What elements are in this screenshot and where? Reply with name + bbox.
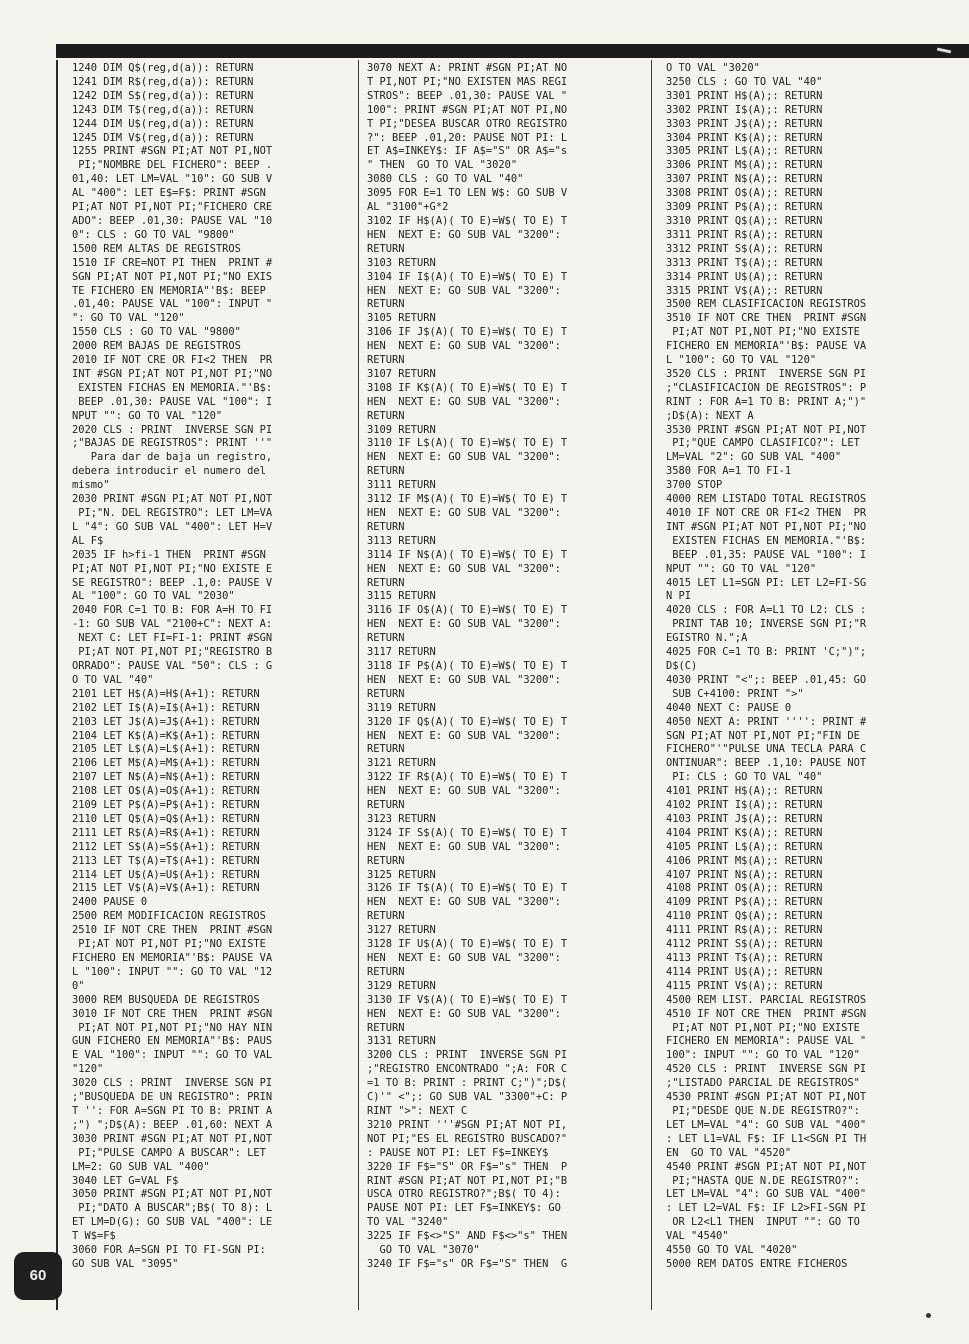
- code-line: 3060 FOR A=SGN PI TO FI-SGN PI:: [72, 1244, 266, 1257]
- code-line: 2109 LET P$(A)=P$(A+1): RETURN: [72, 799, 260, 812]
- code-line: 3105 RETURN: [367, 312, 436, 325]
- code-line: AL "100": GO TO VAL "2030": [72, 590, 235, 603]
- code-line: 3131 RETURN: [367, 1035, 436, 1048]
- code-line: 3106 IF J$(A)( TO E)=W$( TO E) T: [367, 326, 568, 339]
- code-line: 2106 LET M$(A)=M$(A+1): RETURN: [72, 757, 260, 770]
- code-line: ET LM=D(G): GO SUB VAL "400": LE: [72, 1216, 273, 1229]
- code-line: RETURN: [367, 743, 405, 756]
- code-line: 3102 IF H$(A)( TO E)=W$( TO E) T: [367, 214, 568, 227]
- code-line: 4102 PRINT I$(A);: RETURN: [666, 799, 823, 812]
- code-line: 3122 IF R$(A)( TO E)=W$( TO E) T: [367, 771, 568, 784]
- code-line: ;D$(A): NEXT A: [666, 409, 754, 422]
- code-line: HEN NEXT E: GO SUB VAL "3200":: [367, 618, 561, 631]
- code-line: L "4": GO SUB VAL "400": LET H=V: [72, 520, 273, 533]
- code-line: N PI: [666, 590, 692, 603]
- code-line: FICHERO EN MEMORIA": PAUSE VAL ": [666, 1035, 867, 1048]
- code-line: INT #SGN PI;AT NOT PI,NOT PI;"NO: [72, 367, 273, 380]
- code-line: RETURN: [367, 799, 405, 812]
- code-line: 3020 CLS : PRINT INVERSE SGN PI: [72, 1077, 273, 1090]
- code-line: 2510 IF NOT CRE THEN PRINT #SGN: [72, 924, 273, 937]
- code-line: USCA OTRO REGISTRO?";B$( TO 4):: [367, 1188, 561, 1201]
- code-line: 3124 IF S$(A)( TO E)=W$( TO E) T: [367, 826, 568, 839]
- code-line: PI;"PULSE CAMPO A BUSCAR": LET: [72, 1146, 266, 1159]
- code-line: 2103 LET J$(A)=J$(A+1): RETURN: [72, 715, 260, 728]
- code-line: 2020 CLS : PRINT INVERSE SGN PI: [72, 423, 273, 436]
- code-line: 4015 LET L1=SGN PI: LET L2=FI-SG: [666, 576, 867, 589]
- code-line: BEEP .01,35: PAUSE VAL "100": I: [666, 548, 867, 561]
- code-line: PI;"NOMBRE DEL FICHERO": BEEP .: [72, 159, 273, 172]
- code-line: 4010 IF NOT CRE OR FI<2 THEN PR: [666, 507, 867, 519]
- code-line: 3130 IF V$(A)( TO E)=W$( TO E) T: [367, 993, 568, 1006]
- code-line: 2400 PAUSE 0: [72, 896, 148, 909]
- code-line: SGN PI;AT NOT PI,NOT PI;"NO EXIS: [72, 270, 273, 283]
- code-line: HEN NEXT E: GO SUB VAL "3200":: [367, 785, 561, 798]
- code-line: 2101 LET H$(A)=H$(A+1): RETURN: [72, 687, 260, 700]
- code-line: NPUT "": GO TO VAL "120": [666, 562, 817, 575]
- code-line: 3315 PRINT V$(A);: RETURN: [666, 284, 823, 297]
- listing-column-1: [72, 62, 354, 1272]
- code-line: ONTINUAR": BEEP .1,10: PAUSE NOT: [666, 757, 867, 770]
- code-line: 3225 IF F$<>"S" AND F$<>"s" THEN: [367, 1230, 568, 1243]
- code-line: 4101 PRINT H$(A);: RETURN: [666, 785, 823, 798]
- code-line: 4105 PRINT L$(A);: RETURN: [666, 840, 823, 853]
- code-line: EN GO TO VAL "4520": [666, 1146, 792, 1159]
- code-line: NEXT C: LET FI=FI-1: PRINT #SGN: [72, 632, 273, 645]
- code-line: 3040 LET G=VAL F$: [72, 1174, 179, 1187]
- code-line: GO SUB VAL "3095": [72, 1257, 179, 1270]
- code-line: 4115 PRINT V$(A);: RETURN: [666, 979, 823, 992]
- code-line: HEN NEXT E: GO SUB VAL "3200":: [367, 284, 561, 297]
- code-line: 2000 REM BAJAS DE REGISTROS: [72, 340, 241, 353]
- code-line: PAUSE NOT PI: LET F$=INKEY$: GO: [367, 1202, 561, 1215]
- code-line: 3301 PRINT H$(A);: RETURN: [666, 89, 823, 102]
- code-line: HEN NEXT E: GO SUB VAL "3200":: [367, 729, 561, 742]
- code-line: 3500 REM CLASIFICACION REGISTROS: [666, 298, 867, 311]
- column-divider: [358, 60, 359, 1310]
- code-line: 4540 PRINT #SGN PI;AT NOT PI,NOT: [666, 1160, 867, 1173]
- code-line: 1550 CLS : GO TO VAL "9800": [72, 326, 241, 339]
- code-line: 4510 IF NOT CRE THEN PRINT #SGN: [666, 1007, 867, 1020]
- code-line: BEEP .01,30: PAUSE VAL "100": I: [72, 395, 273, 408]
- code-line: ;"BUSQUEDA DE UN REGISTRO": PRIN: [72, 1091, 273, 1104]
- code-line: HEN NEXT E: GO SUB VAL "3200":: [367, 340, 561, 353]
- code-line: 4500 REM LIST. PARCIAL REGISTROS: [666, 993, 867, 1006]
- code-line: 100": PRINT #SGN PI;AT NOT PI,NO: [367, 103, 568, 116]
- code-line: PI;AT NOT PI,NOT PI;"REGISTRO B: [72, 646, 273, 659]
- code-line: 3123 RETURN: [367, 812, 436, 825]
- page-number: 60: [14, 1252, 62, 1300]
- code-line: LET LM=VAL "4": GO SUB VAL "400": [666, 1188, 867, 1201]
- code-line: ;"REGISTRO ENCONTRADO ";A: FOR C: [367, 1063, 568, 1076]
- code-line: 4030 PRINT "<";: BEEP .01,45: GO: [666, 673, 867, 686]
- code-line: 3050 PRINT #SGN PI;AT NOT PI,NOT: [72, 1188, 273, 1201]
- code-line: T W$=F$: [72, 1230, 116, 1243]
- code-line: 2035 IF h>fi-1 THEN PRINT #SGN: [72, 548, 266, 561]
- code-line: 3520 CLS : PRINT INVERSE SGN PI: [666, 367, 867, 380]
- code-line: 4025 FOR C=1 TO B: PRINT 'C;")";: [666, 646, 867, 659]
- code-line: 3250 CLS : GO TO VAL "40": [666, 75, 823, 88]
- code-line: VAL "4540": [666, 1230, 729, 1243]
- code-line: 3510 IF NOT CRE THEN PRINT #SGN: [666, 312, 867, 325]
- code-line: EXISTEN FICHAS EN MEMORIA."'B$:: [72, 381, 273, 394]
- code-line: 3111 RETURN: [367, 479, 436, 492]
- code-line: 3308 PRINT O$(A);: RETURN: [666, 187, 823, 200]
- code-line: LM=VAL "2": GO SUB VAL "400": [666, 451, 842, 464]
- code-line: 1255 PRINT #SGN PI;AT NOT PI,NOT: [72, 145, 273, 158]
- code-line: =1 TO B: PRINT : PRINT C;")";D$(: [367, 1077, 568, 1090]
- code-line: 3313 PRINT T$(A);: RETURN: [666, 256, 823, 269]
- code-line: HEN NEXT E: GO SUB VAL "3200":: [367, 673, 561, 686]
- code-line: 3010 IF NOT CRE THEN PRINT #SGN: [72, 1007, 273, 1020]
- code-line: 1244 DIM U$(reg,d(a)): RETURN: [72, 117, 254, 130]
- code-line: 4112 PRINT S$(A);: RETURN: [666, 938, 823, 951]
- code-line: FICHERO EN MEMORIA"'B$: PAUSE VA: [666, 340, 867, 353]
- code-line: 4103 PRINT J$(A);: RETURN: [666, 812, 823, 825]
- left-margin-rule: [56, 60, 58, 1310]
- code-line: : LET L2=VAL F$: IF L2>FI-SGN PI: [666, 1202, 867, 1215]
- code-line: SUB C+4100: PRINT ">": [666, 687, 804, 700]
- code-line: 3311 PRINT R$(A);: RETURN: [666, 228, 823, 241]
- code-line: 3110 IF L$(A)( TO E)=W$( TO E) T: [367, 437, 568, 450]
- code-line: .01,40: PAUSE VAL "100": INPUT ": [72, 298, 273, 311]
- code-line: 1245 DIM V$(reg,d(a)): RETURN: [72, 131, 254, 144]
- code-line: " THEN GO TO VAL "3020": [367, 159, 518, 172]
- code-line: 3129 RETURN: [367, 979, 436, 992]
- code-line: : PAUSE NOT PI: LET F$=INKEY$: [367, 1146, 549, 1159]
- code-line: FICHERO EN MEMORIA"'B$: PAUSE VA: [72, 952, 273, 964]
- code-line: 3121 RETURN: [367, 757, 436, 770]
- code-line: PI;AT NOT PI,NOT PI;"NO EXISTE: [666, 1021, 860, 1034]
- code-line: 4550 GO TO VAL "4020": [666, 1244, 798, 1257]
- code-line: PI;AT NOT PI,NOT PI;"NO HAY NIN: [72, 1021, 273, 1034]
- code-line: D$(C): [666, 659, 698, 672]
- code-line: 2105 LET L$(A)=L$(A+1): RETURN: [72, 743, 260, 756]
- code-line: EXISTEN FICHAS EN MEMORIA."'B$:: [666, 534, 867, 547]
- code-line: -1: GO SUB VAL "2100+C": NEXT A:: [72, 618, 273, 631]
- code-line: 5000 REM DATOS ENTRE FICHEROS: [666, 1257, 848, 1270]
- code-line: OR L2<L1 THEN INPUT "": GO TO: [666, 1216, 860, 1229]
- header-bar-mark: [937, 48, 951, 54]
- code-line: PI;"N. DEL REGISTRO": LET LM=VA: [72, 507, 273, 519]
- code-line: 1243 DIM T$(reg,d(a)): RETURN: [72, 103, 254, 116]
- code-line: RETURN: [367, 1021, 405, 1034]
- code-line: 3117 RETURN: [367, 646, 436, 659]
- code-line: 2113 LET T$(A)=T$(A+1): RETURN: [72, 854, 260, 867]
- code-line: SGN PI;AT NOT PI,NOT PI;"FIN DE: [666, 729, 860, 742]
- code-line: 3080 CLS : GO TO VAL "40": [367, 173, 524, 186]
- code-line: 3070 NEXT A: PRINT #SGN PI;AT NO: [367, 62, 568, 74]
- code-line: "120": [72, 1063, 104, 1076]
- code-line: 1510 IF CRE=NOT PI THEN PRINT #: [72, 256, 273, 269]
- code-line: 3095 FOR E=1 TO LEN W$: GO SUB V: [367, 187, 568, 200]
- code-line: O TO VAL "40": [72, 673, 154, 686]
- code-line: 3210 PRINT '''#SGN PI;AT NOT PI,: [367, 1118, 568, 1131]
- code-line: 2010 IF NOT CRE OR FI<2 THEN PR: [72, 354, 273, 367]
- code-line: FICHERO"'"PULSE UNA TECLA PARA C: [666, 743, 867, 756]
- code-line: 4108 PRINT O$(A);: RETURN: [666, 882, 823, 895]
- code-line: RETURN: [367, 409, 405, 422]
- code-line: 3530 PRINT #SGN PI;AT NOT PI,NOT: [666, 423, 867, 436]
- code-line: GO TO VAL "3070": [367, 1244, 480, 1257]
- code-line: RETURN: [367, 687, 405, 700]
- code-line: 3128 IF U$(A)( TO E)=W$( TO E) T: [367, 938, 568, 951]
- code-line: L "100": GO TO VAL "120": [666, 354, 817, 367]
- code-line: 2030 PRINT #SGN PI;AT NOT PI,NOT: [72, 493, 273, 506]
- code-line: 2115 LET V$(A)=V$(A+1): RETURN: [72, 882, 260, 895]
- code-line: T PI,NOT PI;"NO EXISTEN MAS REGI: [367, 75, 568, 88]
- code-line: 1240 DIM Q$(reg,d(a)): RETURN: [72, 62, 254, 74]
- code-line: TO VAL "3240": [367, 1216, 449, 1229]
- code-line: ET A$=INKEY$: IF A$="S" OR A$="s: [367, 145, 568, 158]
- code-line: 4113 PRINT T$(A);: RETURN: [666, 952, 823, 964]
- code-line: 4050 NEXT A: PRINT '''': PRINT #: [666, 715, 867, 728]
- code-line: RETURN: [367, 910, 405, 923]
- code-line: HEN NEXT E: GO SUB VAL "3200":: [367, 507, 561, 519]
- code-line: PI;"DATO A BUSCAR";B$( TO 8): L: [72, 1202, 273, 1215]
- code-line: 3118 IF P$(A)( TO E)=W$( TO E) T: [367, 659, 568, 672]
- code-line: E VAL "100": INPUT "": GO TO VAL: [72, 1049, 273, 1062]
- code-line: 3109 RETURN: [367, 423, 436, 436]
- code-line: 3126 IF T$(A)( TO E)=W$( TO E) T: [367, 882, 568, 895]
- code-line: RETURN: [367, 465, 405, 478]
- listing-column-2: [367, 62, 645, 1272]
- code-line: 3113 RETURN: [367, 534, 436, 547]
- code-line: 1500 REM ALTAS DE REGISTROS: [72, 242, 241, 255]
- code-line: RETURN: [367, 854, 405, 867]
- code-line: RINT #SGN PI;AT NOT PI,NOT PI;"B: [367, 1174, 568, 1187]
- code-line: PI;"HASTA QUE N.DE REGISTRO?":: [666, 1174, 860, 1187]
- header-bar: [56, 44, 969, 58]
- code-line: 3125 RETURN: [367, 868, 436, 881]
- code-line: NOT PI;"ES EL REGISTRO BUSCADO?": [367, 1132, 568, 1145]
- code-line: RINT ">": NEXT C: [367, 1104, 468, 1117]
- code-line: 4020 CLS : FOR A=L1 TO L2: CLS :: [666, 604, 867, 617]
- code-line: 3103 RETURN: [367, 256, 436, 269]
- code-line: 4109 PRINT P$(A);: RETURN: [666, 896, 823, 909]
- code-line: 2110 LET Q$(A)=Q$(A+1): RETURN: [72, 812, 260, 825]
- code-line: RETURN: [367, 965, 405, 978]
- code-line: O TO VAL "3020": [666, 62, 760, 74]
- code-line: EGISTRO N.";A: [666, 632, 748, 645]
- code-line: HEN NEXT E: GO SUB VAL "3200":: [367, 451, 561, 464]
- code-line: PI: CLS : GO TO VAL "40": [666, 771, 823, 784]
- code-line: 3700 STOP: [666, 479, 723, 492]
- code-line: 3309 PRINT P$(A);: RETURN: [666, 201, 823, 214]
- code-line: 3104 IF I$(A)( TO E)=W$( TO E) T: [367, 270, 568, 283]
- code-line: 3119 RETURN: [367, 701, 436, 714]
- code-line: C)'" <";: GO SUB VAL "3300"+C: P: [367, 1091, 568, 1104]
- code-line: Para dar de baja un registro,: [72, 451, 273, 464]
- column-divider: [651, 60, 652, 1310]
- code-line: 100": INPUT "": GO TO VAL "120": [666, 1049, 860, 1062]
- code-line: RETURN: [367, 242, 405, 255]
- code-line: PI;AT NOT PI,NOT PI;"NO EXISTE: [72, 938, 266, 951]
- code-line: 2112 LET S$(A)=S$(A+1): RETURN: [72, 840, 260, 853]
- code-line: L "100": INPUT "": GO TO VAL "12: [72, 965, 273, 978]
- code-line: AL F$: [72, 534, 104, 547]
- code-line: 2102 LET I$(A)=I$(A+1): RETURN: [72, 701, 260, 714]
- code-line: 2108 LET O$(A)=O$(A+1): RETURN: [72, 785, 260, 798]
- code-line: 3116 IF O$(A)( TO E)=W$( TO E) T: [367, 604, 568, 617]
- code-line: 0": [72, 979, 85, 992]
- code-line: ": GO TO VAL "120": [72, 312, 185, 325]
- code-line: 2104 LET K$(A)=K$(A+1): RETURN: [72, 729, 260, 742]
- code-line: LM=2: GO SUB VAL "400": [72, 1160, 210, 1173]
- code-line: STROS": BEEP .01,30: PAUSE VAL ": [367, 89, 568, 102]
- code-line: 4520 CLS : PRINT INVERSE SGN PI: [666, 1063, 867, 1076]
- code-line: ;"CLASIFICACION DE REGISTROS": P: [666, 381, 867, 394]
- code-line: 4000 REM LISTADO TOTAL REGISTROS: [666, 493, 867, 506]
- code-line: SE REGISTRO": BEEP .1,0: PAUSE V: [72, 576, 273, 589]
- code-line: 4530 PRINT #SGN PI;AT NOT PI,NOT: [666, 1091, 867, 1104]
- code-line: PRINT TAB 10; INVERSE SGN PI;"R: [666, 618, 867, 631]
- code-line: 3302 PRINT I$(A);: RETURN: [666, 103, 823, 116]
- code-line: 3310 PRINT Q$(A);: RETURN: [666, 214, 823, 227]
- code-line: 4111 PRINT R$(A);: RETURN: [666, 924, 823, 937]
- code-line: ;") ";D$(A): BEEP .01,60: NEXT A: [72, 1118, 273, 1131]
- code-line: INT #SGN PI;AT NOT PI,NOT PI;"NO: [666, 520, 867, 533]
- code-line: 3304 PRINT K$(A);: RETURN: [666, 131, 823, 144]
- code-line: 3314 PRINT U$(A);: RETURN: [666, 270, 823, 283]
- code-line: RETURN: [367, 632, 405, 645]
- corner-dot: [926, 1313, 931, 1318]
- code-line: HEN NEXT E: GO SUB VAL "3200":: [367, 840, 561, 853]
- code-line: debera introducir el numero del: [72, 465, 266, 478]
- code-line: 3120 IF Q$(A)( TO E)=W$( TO E) T: [367, 715, 568, 728]
- code-line: HEN NEXT E: GO SUB VAL "3200":: [367, 952, 561, 964]
- code-line: PI;AT NOT PI,NOT PI;"FICHERO CRE: [72, 201, 273, 214]
- code-line: 01,40: LET LM=VAL "10": GO SUB V: [72, 173, 273, 186]
- code-line: PI;AT NOT PI,NOT PI;"NO EXISTE: [666, 326, 860, 339]
- code-line: 2114 LET U$(A)=U$(A+1): RETURN: [72, 868, 260, 881]
- code-line: 3580 FOR A=1 TO FI-1: [666, 465, 792, 478]
- code-line: 3127 RETURN: [367, 924, 436, 937]
- code-line: ADO": BEEP .01,30: PAUSE VAL "10: [72, 214, 273, 227]
- code-line: 2107 LET N$(A)=N$(A+1): RETURN: [72, 771, 260, 784]
- code-line: 3305 PRINT L$(A);: RETURN: [666, 145, 823, 158]
- code-line: PI;"QUE CAMPO CLASIFICO?": LET: [666, 437, 860, 450]
- code-line: 2040 FOR C=1 TO B: FOR A=H TO FI: [72, 604, 273, 617]
- code-line: AL "400": LET E$=F$: PRINT #SGN: [72, 187, 266, 200]
- code-line: AL "3100"+G*2: [367, 201, 449, 214]
- code-line: 4106 PRINT M$(A);: RETURN: [666, 854, 823, 867]
- code-line: ;"BAJAS DE REGISTROS": PRINT ''": [72, 437, 273, 450]
- code-line: 3114 IF N$(A)( TO E)=W$( TO E) T: [367, 548, 568, 561]
- code-line: 4040 NEXT C: PAUSE 0: [666, 701, 792, 714]
- code-line: RETURN: [367, 576, 405, 589]
- code-line: 1241 DIM R$(reg,d(a)): RETURN: [72, 75, 254, 88]
- code-line: RETURN: [367, 520, 405, 533]
- code-line: RETURN: [367, 298, 405, 311]
- code-line: NPUT "": GO TO VAL "120": [72, 409, 223, 422]
- code-line: 3220 IF F$="S" OR F$="s" THEN P: [367, 1160, 568, 1173]
- code-line: T '': FOR A=SGN PI TO B: PRINT A: [72, 1104, 273, 1117]
- code-line: GUN FICHERO EN MEMORIA"'B$: PAUS: [72, 1035, 273, 1048]
- code-line: HEN NEXT E: GO SUB VAL "3200":: [367, 896, 561, 909]
- code-line: PI;"DESDE QUE N.DE REGISTRO?":: [666, 1104, 860, 1117]
- code-line: HEN NEXT E: GO SUB VAL "3200":: [367, 562, 561, 575]
- code-line: : LET L1=VAL F$: IF L1<SGN PI TH: [666, 1132, 867, 1145]
- code-line: 3107 RETURN: [367, 367, 436, 380]
- code-line: ?": BEEP .01,20: PAUSE NOT PI: L: [367, 131, 568, 144]
- code-line: 4107 PRINT N$(A);: RETURN: [666, 868, 823, 881]
- code-line: 3200 CLS : PRINT INVERSE SGN PI: [367, 1049, 568, 1062]
- code-line: ;"LISTADO PARCIAL DE REGISTROS": [666, 1077, 860, 1090]
- code-line: 4114 PRINT U$(A);: RETURN: [666, 965, 823, 978]
- code-line: HEN NEXT E: GO SUB VAL "3200":: [367, 395, 561, 408]
- code-line: 2500 REM MODIFICACION REGISTROS: [72, 910, 266, 923]
- code-line: HEN NEXT E: GO SUB VAL "3200":: [367, 1007, 561, 1020]
- code-line: 2111 LET R$(A)=R$(A+1): RETURN: [72, 826, 260, 839]
- code-line: 3030 PRINT #SGN PI;AT NOT PI,NOT: [72, 1132, 273, 1145]
- code-line: 1242 DIM S$(reg,d(a)): RETURN: [72, 89, 254, 102]
- code-line: 3112 IF M$(A)( TO E)=W$( TO E) T: [367, 493, 568, 506]
- code-line: 3312 PRINT S$(A);: RETURN: [666, 242, 823, 255]
- code-line: 4104 PRINT K$(A);: RETURN: [666, 826, 823, 839]
- code-line: PI;AT NOT PI,NOT PI;"NO EXISTE E: [72, 562, 273, 575]
- code-line: 3115 RETURN: [367, 590, 436, 603]
- listing-column-3: [666, 62, 948, 1272]
- code-line: RINT : FOR A=1 TO B: PRINT A;")": [666, 395, 867, 408]
- code-line: LET LM=VAL "4": GO SUB VAL "400": [666, 1118, 867, 1131]
- code-line: T PI;"DESEA BUSCAR OTRO REGISTRO: [367, 117, 568, 130]
- code-line: HEN NEXT E: GO SUB VAL "3200":: [367, 228, 561, 241]
- code-line: TE FICHERO EN MEMORIA"'B$: BEEP: [72, 284, 266, 297]
- code-line: 3240 IF F$="s" OR F$="S" THEN G: [367, 1257, 568, 1270]
- code-line: 3307 PRINT N$(A);: RETURN: [666, 173, 823, 186]
- code-line: 3306 PRINT M$(A);: RETURN: [666, 159, 823, 172]
- code-line: 3108 IF K$(A)( TO E)=W$( TO E) T: [367, 381, 568, 394]
- code-line: mismo": [72, 479, 110, 492]
- code-line: ORRADO": PAUSE VAL "50": CLS : G: [72, 659, 273, 672]
- code-line: RETURN: [367, 354, 405, 367]
- code-line: 4110 PRINT Q$(A);: RETURN: [666, 910, 823, 923]
- code-line: 3303 PRINT J$(A);: RETURN: [666, 117, 823, 130]
- code-line: 3000 REM BUSQUEDA DE REGISTROS: [72, 993, 260, 1006]
- code-line: 0": CLS : GO TO VAL "9800": [72, 228, 235, 241]
